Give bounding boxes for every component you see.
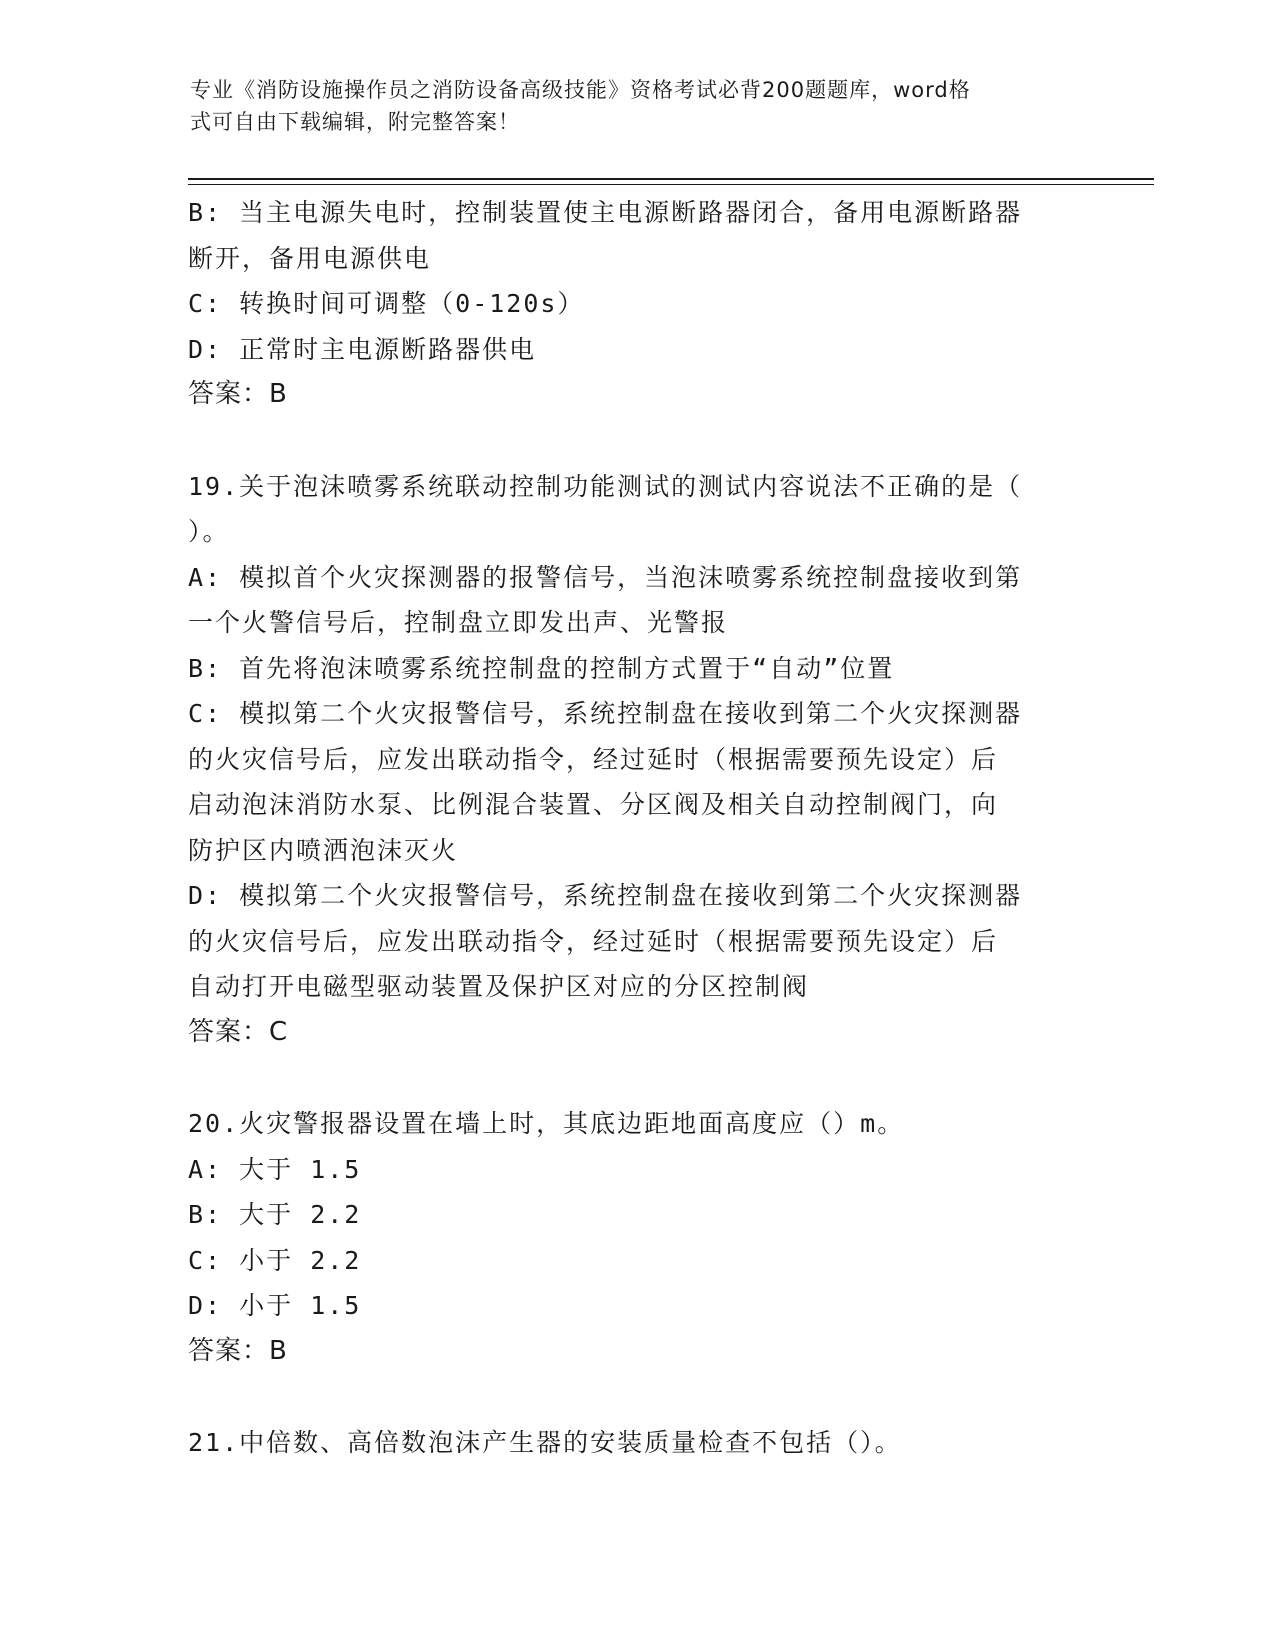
q20-option-b: B: 大于 2.2: [188, 1200, 362, 1229]
q18-option-b-line-2: 断开，备用电源供电: [188, 243, 432, 273]
q19-option-b: B: 首先将泡沫喷雾系统控制盘的控制方式置于“自动”位置: [188, 653, 895, 683]
q19-option-d-line-1: D: 模拟第二个火灾报警信号，系统控制盘在接收到第二个火灾探测器: [188, 881, 1023, 910]
q19-stem-line-2: ）。: [188, 517, 230, 546]
q19-stem-line-1: 19.关于泡沫喷雾系统联动控制功能测试的测试内容说法不正确的是（: [188, 471, 1023, 501]
header-line-2: 式可自由下载编辑，附完整答案！: [190, 110, 520, 134]
document-header: [190, 74, 1090, 138]
q19-option-d-line-3: 自动打开电磁型驱动装置及保护区对应的分区控制阀: [188, 972, 810, 1001]
question-spacer: [188, 418, 1088, 464]
q20-stem: 20.火灾警报器设置在墙上时，其底边距地面高度应（）m。: [188, 1109, 905, 1138]
question-21: [188, 1420, 1088, 1466]
q20-option-a: A: 大于 1.5: [188, 1154, 362, 1184]
question-spacer: [188, 1055, 1088, 1101]
q18-option-d: D: 正常时主电源断路器供电: [188, 334, 537, 364]
question-19: [188, 464, 1088, 1056]
q19-option-c-line-1: C: 模拟第二个火灾报警信号，系统控制盘在接收到第二个火灾探测器: [188, 699, 1023, 728]
q20-option-d: D: 小于 1.5: [188, 1291, 362, 1320]
q20-option-c: C: 小于 2.2: [188, 1245, 362, 1275]
q19-option-a-line-1: A: 模拟首个火灾探测器的报警信号，当泡沫喷雾系统控制盘接收到第: [188, 562, 1023, 592]
question-20: [188, 1101, 1088, 1374]
q21-stem: 21.中倍数、高倍数泡沫产生器的安装质量检查不包括（）。: [188, 1428, 902, 1457]
q19-answer: 答案：C: [188, 1016, 289, 1047]
header-rule-thick: [188, 178, 1154, 180]
q19-option-c-line-4: 防护区内喷洒泡沫灭火: [188, 835, 459, 865]
document-body: [188, 190, 1088, 1466]
header-rule-thin: [188, 184, 1154, 185]
question-spacer: [188, 1374, 1088, 1420]
q18-answer: 答案：B: [188, 379, 288, 409]
q19-option-d-line-2: 的火灾信号后，应发出联动指令，经过延时（根据需要预先设定）后: [188, 926, 999, 956]
q19-option-c-line-2: 的火灾信号后，应发出联动指令，经过延时（根据需要预先设定）后: [188, 744, 999, 774]
q18-option-b-line-1: B: 当主电源失电时，控制装置使主电源断路器闭合，备用电源断路器: [188, 198, 1023, 227]
q19-option-c-line-3: 启动泡沫消防水泵、比例混合装置、分区阀及相关自动控制阀门，向: [188, 790, 999, 819]
question-18-tail: [188, 190, 1088, 418]
q18-option-c: C: 转换时间可调整（0-120s）: [188, 289, 585, 318]
q19-option-a-line-2: 一个火警信号后，控制盘立即发出声、光警报: [188, 608, 729, 637]
q20-answer: 答案：B: [188, 1335, 288, 1366]
header-line-1: 专业《消防设施操作员之消防设备高级技能》资格考试必背200题题库，word格: [190, 78, 971, 102]
